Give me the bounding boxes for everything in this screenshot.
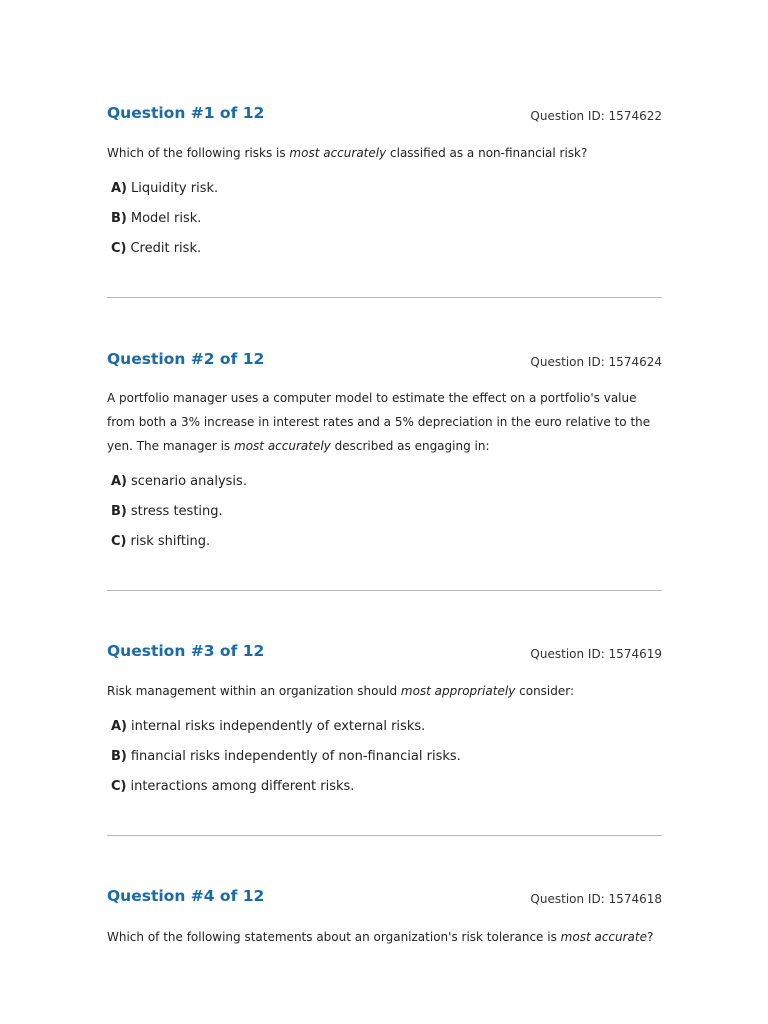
question-title: Question #3 of 12: [107, 642, 265, 660]
answer-text: financial risks independently of non-financial risks.: [130, 749, 461, 764]
stem-line: [107, 386, 662, 410]
question-header: [107, 642, 662, 668]
stem-text: consider:: [515, 684, 575, 698]
question-header: [107, 350, 662, 376]
question-stem: [107, 386, 662, 458]
answer-text: stress testing.: [130, 504, 223, 519]
question-title: Question #2 of 12: [107, 350, 265, 368]
stem-text: from both a 3% increase in interest rates and a 5% depreciation in the euro relative to the: [107, 415, 651, 429]
answer-letter: B): [111, 504, 127, 519]
stem-text: described as engaging in:: [330, 439, 490, 453]
question-header: [107, 104, 662, 130]
answer-list: [111, 474, 247, 564]
answer-letter: C): [111, 241, 127, 256]
answer-letter: A): [111, 181, 128, 196]
question-id: Question ID: 1574624: [530, 355, 662, 369]
question-id: Question ID: 1574619: [530, 647, 662, 661]
stem-line: [107, 434, 662, 458]
answer-text: internal risks independently of external risks.: [131, 719, 426, 734]
stem-text: ?: [647, 930, 654, 944]
answer-option-a[interactable]: [111, 474, 247, 504]
answer-option-a[interactable]: [111, 719, 461, 749]
stem-emphasis: most appropriately: [400, 684, 516, 698]
question-stem: [107, 925, 662, 949]
stem-text: Which of the following risks is: [107, 146, 290, 160]
answer-option-c[interactable]: [111, 534, 247, 564]
question-stem: [107, 679, 662, 703]
question-id: Question ID: 1574618: [530, 892, 662, 906]
answer-text: risk shifting.: [130, 534, 211, 549]
question-title: Question #1 of 12: [107, 104, 265, 122]
answer-letter: C): [111, 779, 127, 794]
answer-letter: B): [111, 749, 127, 764]
answer-text: interactions among different risks.: [130, 779, 355, 794]
question-header: [107, 887, 662, 913]
stem-emphasis: most accurate: [560, 930, 647, 944]
stem-emphasis: most accurately: [234, 439, 331, 453]
answer-option-a[interactable]: [111, 181, 218, 211]
question-divider: [107, 835, 662, 836]
question-divider: [107, 590, 662, 591]
stem-text: Risk management within an organization should: [107, 684, 401, 698]
question-id: Question ID: 1574622: [530, 109, 662, 123]
stem-text: yen. The manager is: [107, 439, 235, 453]
stem-text: Which of the following statements about an organization's risk tolerance is: [107, 930, 561, 944]
answer-letter: B): [111, 211, 127, 226]
answer-option-c[interactable]: [111, 779, 461, 809]
question-title: Question #4 of 12: [107, 887, 265, 905]
stem-text: classified as a non-financial risk?: [386, 146, 588, 160]
answer-list: [111, 181, 218, 271]
answer-letter: A): [111, 719, 128, 734]
answer-option-b[interactable]: [111, 211, 218, 241]
answer-option-c[interactable]: [111, 241, 218, 271]
stem-emphasis: most accurately: [289, 146, 387, 160]
answer-list: [111, 719, 461, 809]
answer-option-b[interactable]: [111, 504, 247, 534]
question-divider: [107, 297, 662, 298]
answer-text: Model risk.: [130, 211, 202, 226]
answer-text: Liquidity risk.: [131, 181, 219, 196]
answer-letter: C): [111, 534, 127, 549]
question-stem: [107, 141, 662, 165]
stem-line: [107, 410, 662, 434]
answer-text: Credit risk.: [130, 241, 202, 256]
answer-option-b[interactable]: [111, 749, 461, 779]
stem-text: A portfolio manager uses a computer model to estimate the effect on a portfolio's value: [107, 391, 637, 405]
answer-letter: A): [111, 474, 128, 489]
answer-text: scenario analysis.: [131, 474, 247, 489]
